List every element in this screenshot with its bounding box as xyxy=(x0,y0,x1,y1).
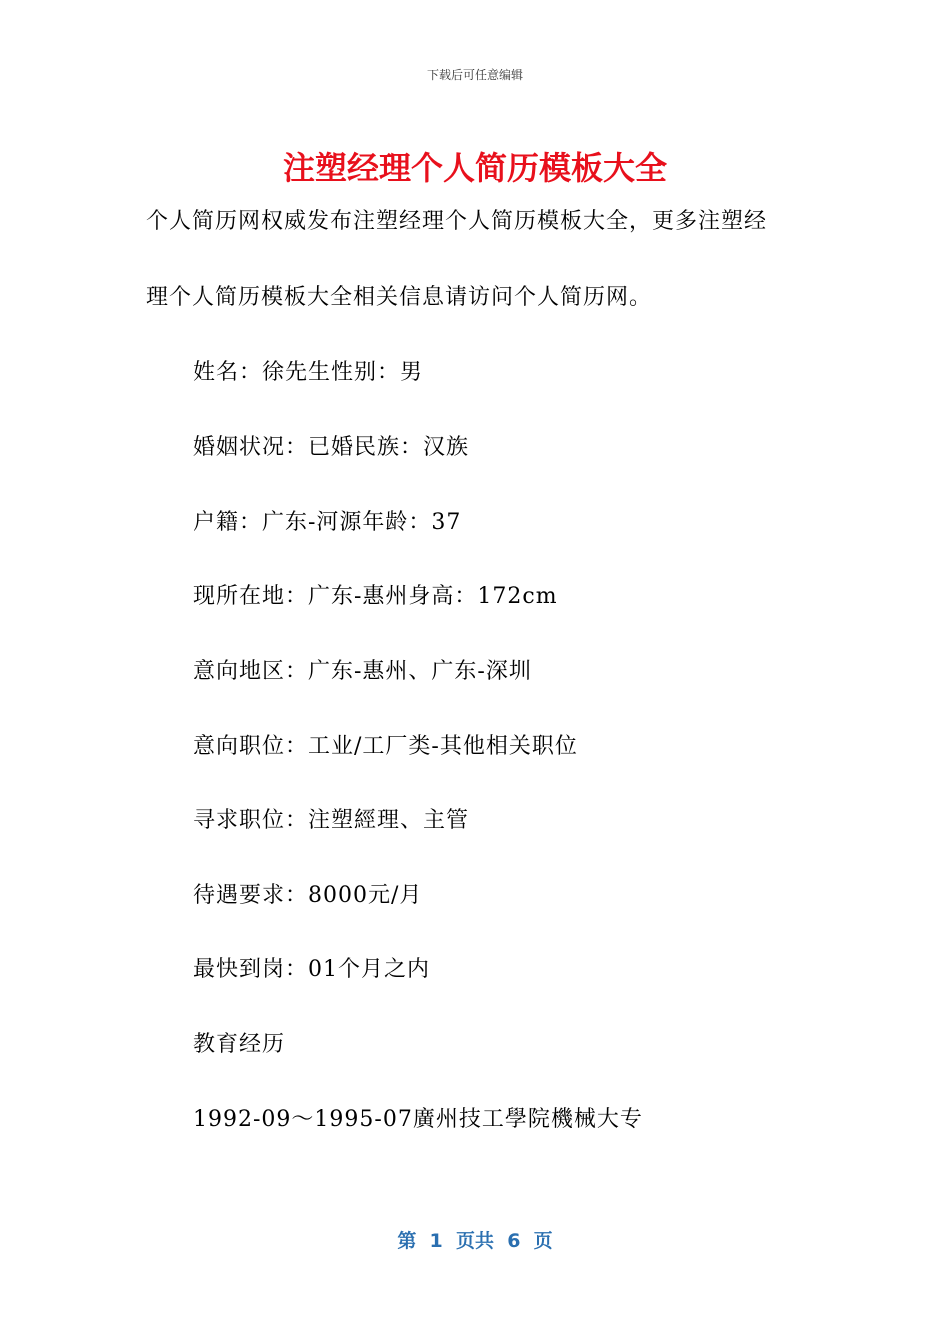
education-entry: 1992-09～1995-07廣州技工學院機械大专 xyxy=(193,1107,643,1132)
intro-line-2: 理个人简历模板大全相关信息请访问个人简历网。 xyxy=(146,285,653,310)
field-location-height: 现所在地：广东-惠州身高：172cm xyxy=(193,584,558,609)
field-desired-region: 意向地区：广东-惠州、广东-深圳 xyxy=(193,659,532,684)
document-title: 注塑经理个人简历模板大全 xyxy=(282,149,667,187)
header-note: 下载后可任意编辑 xyxy=(426,68,523,82)
field-hukou-age: 户籍：广东-河源年龄：37 xyxy=(193,510,462,535)
page-footer: 第 1 页共 6 页 xyxy=(397,1230,553,1252)
field-seeking-position: 寻求职位：注塑經理、主管 xyxy=(193,808,470,833)
field-marital-ethnicity: 婚姻状况：已婚民族：汉族 xyxy=(193,435,470,460)
field-availability: 最快到岗：01个月之内 xyxy=(193,957,430,982)
intro-line-1: 个人简历网权威发布注塑经理个人简历模板大全，更多注塑经 xyxy=(146,209,768,234)
field-desired-position: 意向职位：工业/工厂类-其他相关职位 xyxy=(193,734,578,759)
section-education: 教育经历 xyxy=(193,1032,286,1057)
field-salary: 待遇要求：8000元/月 xyxy=(193,883,423,908)
field-name-gender: 姓名：徐先生性别：男 xyxy=(193,360,424,385)
